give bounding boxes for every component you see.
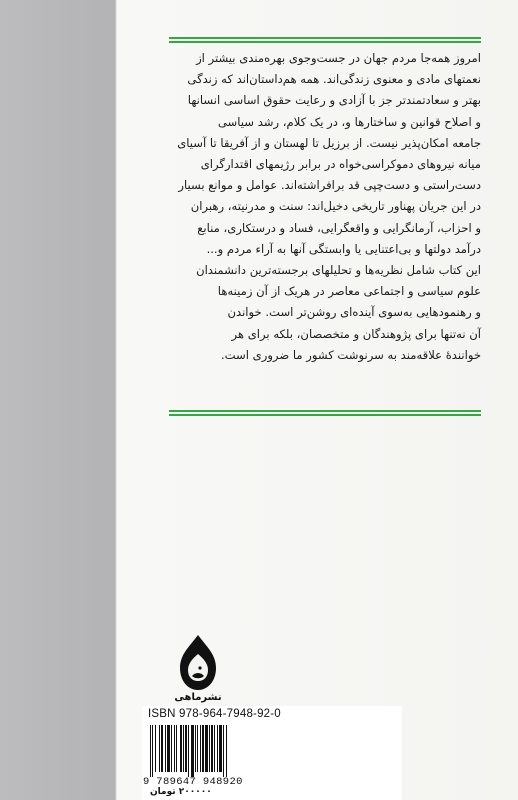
isbn-label: ISBN 978-964-7948-92-0	[148, 708, 281, 720]
blurb-line: درآمد دولتها و بی‌اعتنایی یا وابستگی آنها به آراء مردم و...	[206, 241, 481, 256]
blurb-line: و رهنمودهایی به‌سوی آینده‌ای روشن‌تر است. خواندن	[227, 305, 481, 320]
blurb-line: میانه نیروهای دموکراسی‌خواه در برابر رژیمهای اقتدارگرای	[200, 157, 481, 172]
bottom-green-rule	[169, 410, 481, 416]
blurb-line: و احزاب، آرمانگرایی و واقعگرایی، فساد و درستکاری، منابع	[197, 220, 481, 235]
blurb-line: دست‌راستی و دست‌چپی قد برافراشته‌اند. عوامل و موانع بسیار	[178, 178, 481, 193]
blurb-line: بهتر و سعادتمندتر جز با آزادی و رعایت حقوق اساسی انسانها	[187, 93, 481, 108]
publisher-name: نشرماهی	[174, 692, 222, 703]
publisher-logo-icon	[176, 632, 220, 694]
blurb-line: علوم سیاسی و اجتماعی معاصر در هریک از آن زمینه‌ها	[217, 284, 481, 299]
blurb-line: این کتاب شامل نظریه‌ها و تحلیلهای برجسته‌ترین دانشمندان	[196, 263, 481, 278]
blurb-line: در این جریان پهناور تاریخی دخیل‌اند: سنت و مدرنیته، رهبران	[190, 199, 481, 214]
blurb-line: خوانندهٔ علاقه‌مند به سرنوشت کشور ما ضروری است.	[220, 347, 481, 362]
barcode-image	[148, 725, 258, 777]
blurb-text	[169, 48, 481, 366]
blurb-line: نعمتهای مادی و معنوی زندگی‌اند. همه هم‌داستان‌اند که زندگی	[187, 72, 481, 87]
blurb-line: آن نه‌تنها برای پژوهندگان و متخصصان، بلکه برای هر	[231, 326, 481, 341]
blurb-line: و اصلاح قوانین و ساختارها و، در یک کلام، رشد سیاسی	[217, 114, 481, 129]
price-label: ۲۰۰۰۰۰ تومان	[150, 787, 212, 797]
barcode-digits: 9 789647 948920	[143, 776, 243, 788]
top-green-rule	[169, 37, 481, 43]
blurb-line: امروز همه‌جا مردم جهان در جست‌وجوی بهره‌مندی بیشتر از	[196, 51, 481, 65]
blurb-line: جامعه امکان‌پذیر نیست. از برزیل تا لهستان و از آفریقا تا آسیای	[177, 135, 481, 150]
